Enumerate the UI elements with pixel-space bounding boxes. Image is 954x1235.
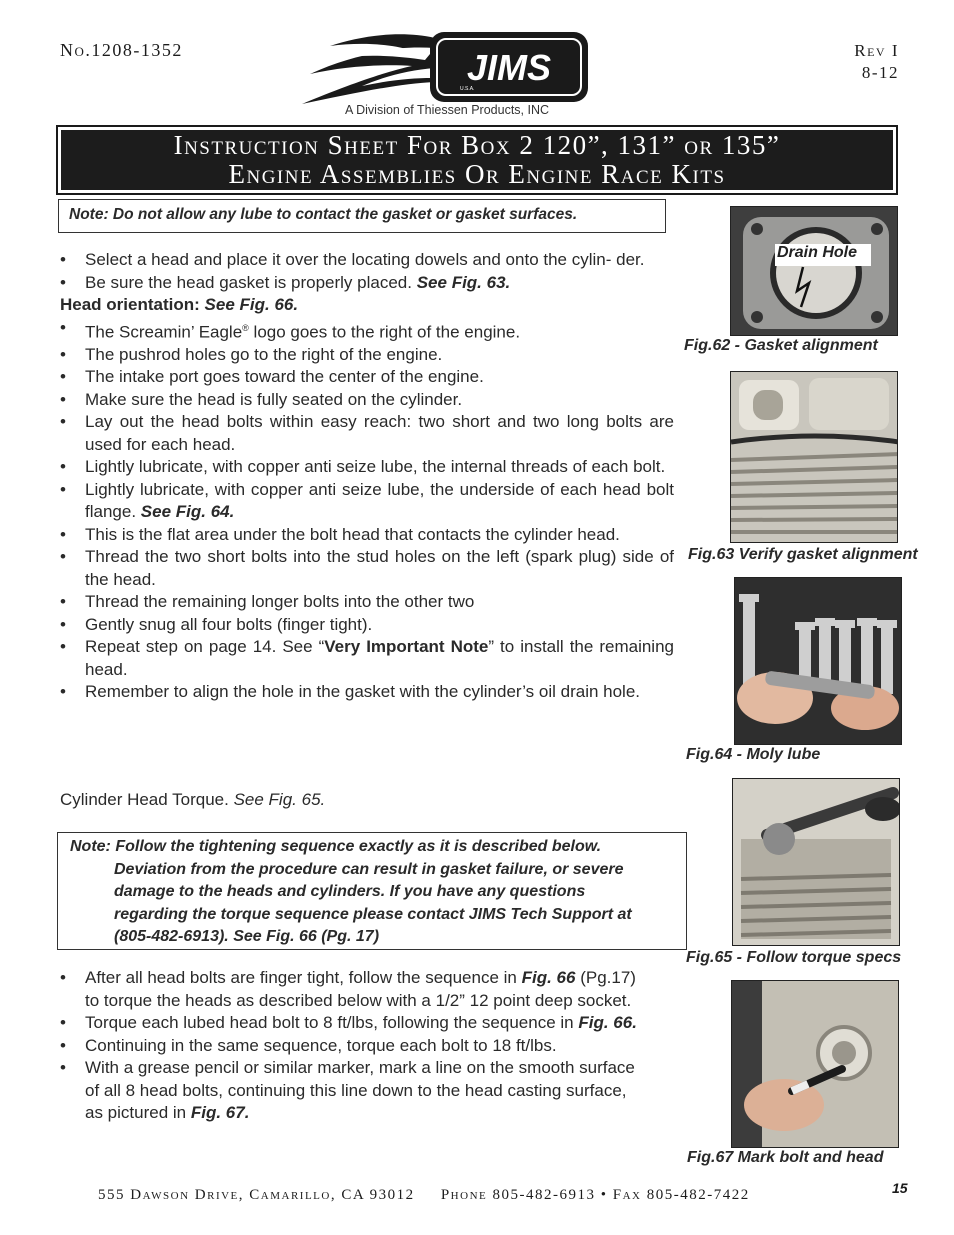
- note-line: Deviation from the procedure can result in gasket failure, or severe: [114, 860, 624, 878]
- list-item: • Be sure the head gasket is properly placed. See Fig. 63.: [60, 272, 674, 295]
- list-item: • Make sure the head is fully seated on the cylinder.: [60, 389, 674, 412]
- jims-logo: [300, 28, 590, 108]
- list-item: • Thread the two short bolts into the stud holes on the left (spark plug) side of the head.: [60, 546, 674, 591]
- logo-text: JIMS: [466, 47, 552, 88]
- list-item: • The pushrod holes go to the right of the engine.: [60, 344, 674, 367]
- note-line: regarding the torque sequence please contact JIMS Tech Support at: [114, 905, 632, 923]
- title-banner: [56, 125, 898, 195]
- lube-note: Note: Do not allow any lube to contact the gasket or gasket surfaces.: [58, 199, 666, 233]
- fig67-caption: Fig.67 Mark bolt and head: [687, 1149, 884, 1166]
- list-item: • Lightly lubricate, with copper anti seize lube, the underside of each head bolt flange. See Fig. 64.: [60, 479, 674, 524]
- revision-block: [854, 40, 899, 84]
- fig-ref: See Fig. 63.: [416, 272, 511, 292]
- page-number: 15: [892, 1180, 908, 1196]
- division-text: A Division of Thiessen Products, INC: [345, 103, 550, 117]
- torque-heading: Cylinder Head Torque. See Fig. 65.: [60, 790, 326, 809]
- revision-date: 8-12: [861, 63, 899, 82]
- title-line-1: Instruction Sheet For Box 2 120”, 131” or 135”: [173, 130, 781, 160]
- note-line: Note: Follow the tightening sequence exactly as it is described below.: [70, 838, 602, 855]
- title-line-2: Engine Assemblies Or Engine Race Kits: [228, 159, 726, 189]
- fig65-photo: [732, 778, 900, 946]
- list-item: • This is the flat area under the bolt head that contacts the cylinder head.: [60, 524, 674, 547]
- list-item: • Thread the remaining longer bolts into the other two: [60, 591, 674, 614]
- list-item: • With a grease pencil or similar marker, mark a line on the smooth surface of all 8 head bolts, continuing this line down to the head casting surface, as pictured in Fig. 67.: [60, 1057, 648, 1125]
- fig62-photo: [730, 206, 898, 336]
- head-orientation-heading: Head orientation: See Fig. 66.: [60, 295, 299, 314]
- footer-address: 555 Dawson Drive, Camarillo, CA 93012 Phone 805-482-6913 • Fax 805-482-7422: [98, 1187, 750, 1203]
- list-item: • Gently snug all four bolts (finger tight).: [60, 614, 674, 637]
- list-item: • The Screamin’ Eagle® logo goes to the right of the engine.: [60, 317, 674, 344]
- document-number: No.1208-1352: [60, 40, 183, 60]
- list-item: • Lightly lubricate, with copper anti seize lube, the internal threads of each bolt.: [60, 456, 674, 479]
- list-item: • The intake port goes toward the center of the engine.: [60, 366, 674, 389]
- fig63-photo: [730, 371, 898, 543]
- note-line: (805-482-6913). See Fig. 66 (Pg. 17): [114, 928, 380, 945]
- list-item: • Select a head and place it over the locating dowels and onto the cylin- der.: [60, 249, 674, 272]
- list-item: • Repeat step on page 14. See “Very Important Note” to install the remaining head.: [60, 636, 674, 681]
- list-item: • Torque each lubed head bolt to 8 ft/lbs, following the sequence in Fig. 66.: [60, 1012, 648, 1035]
- logo-sub: U.S.A.: [460, 86, 475, 92]
- note-line: damage to the heads and cylinders. If you have any questions: [114, 883, 586, 900]
- list-item: • After all head bolts are finger tight, follow the sequence in Fig. 66 (Pg.17) to torque the heads as described below with a 1/2” 12 point deep socket.: [60, 967, 648, 1012]
- list-item: • Remember to align the hole in the gasket with the cylinder’s oil drain hole.: [60, 681, 674, 704]
- fig63-caption: Fig.63 Verify gasket alignment: [688, 546, 918, 563]
- revision: Rev I: [854, 41, 899, 60]
- list-item: • Lay out the head bolts within easy reach: two short and two long bolts are used for each head.: [60, 411, 674, 456]
- fig67-photo: [731, 980, 899, 1148]
- fig64-photo: [734, 577, 902, 745]
- instructions-column: [60, 249, 674, 704]
- fig64-caption: Fig.64 - Moly lube: [686, 746, 821, 763]
- fig-ref: See Fig. 64.: [140, 502, 235, 522]
- torque-steps: [60, 967, 648, 1125]
- list-item: • Continuing in the same sequence, torque each bolt to 18 ft/lbs.: [60, 1035, 648, 1058]
- fig62-caption: Fig.62 - Gasket alignment: [684, 337, 878, 354]
- fig65-caption: Fig.65 - Follow torque specs: [686, 949, 902, 966]
- torque-note: [57, 832, 687, 950]
- drain-hole-label: Drain Hole: [777, 244, 858, 261]
